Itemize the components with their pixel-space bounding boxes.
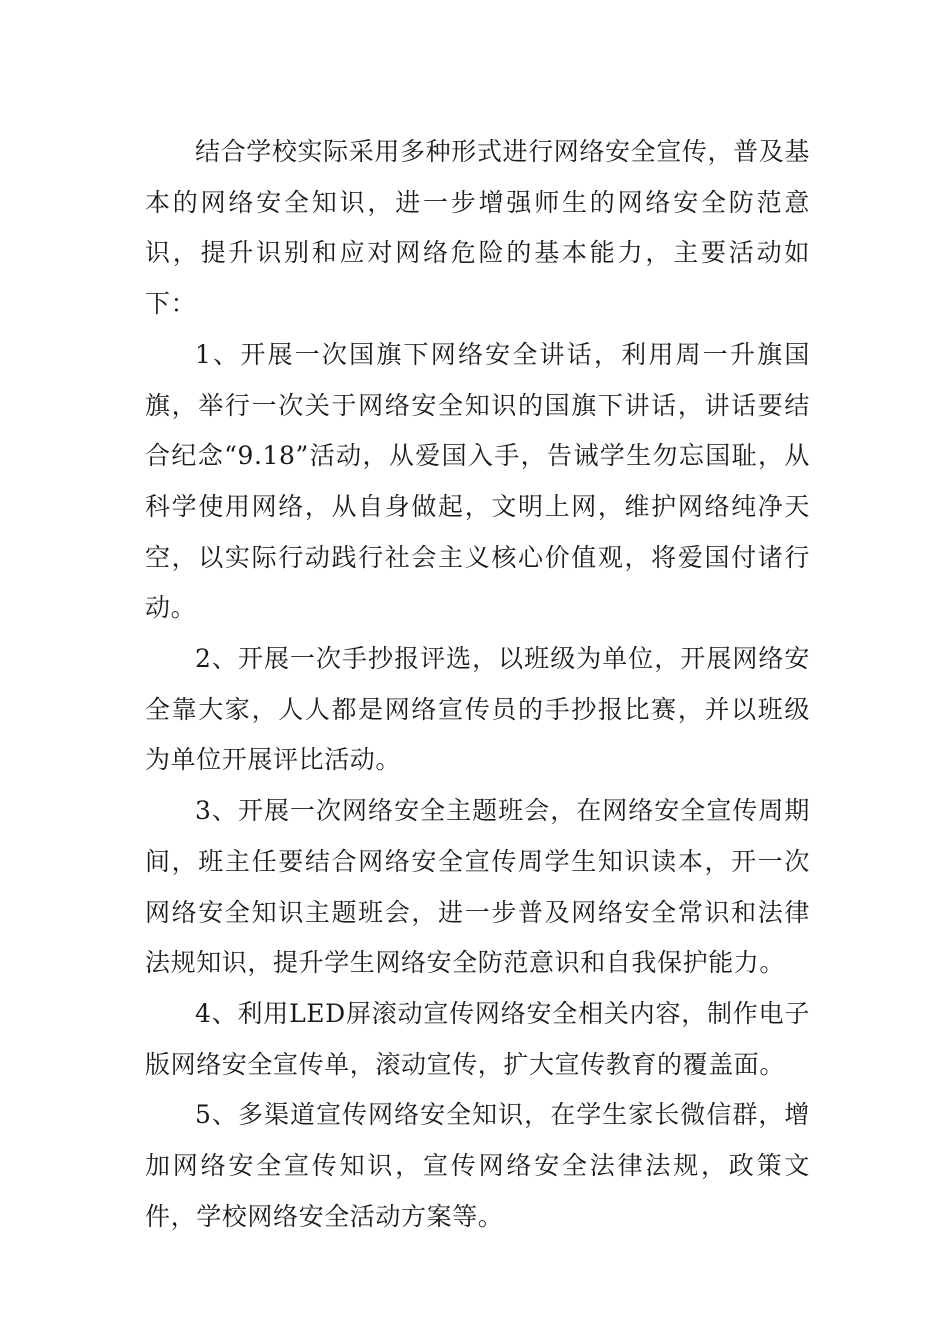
activity-paragraph-4: 4、利用LED屏滚动宣传网络安全相关内容，制作电子版网络安全宣传单，滚动宣传，扩大宣传教育的覆盖面。: [145, 998, 810, 1079]
activity-paragraph-1: 1、开展一次国旗下网络安全讲话，利用周一升旗国旗，举行一次关于网络安全知识的国旗下讲话，讲话要结合纪念“9.18”活动，从爱国入手，告诫学生勿忘国耻，从科学使用网络，从自身做起，文明上网，维护网络纯净天空，以实际行动践行社会主义核心价值观，将爱国付诸行动。: [145, 339, 810, 623]
intro-paragraph: 结合学校实际采用多种形式进行网络安全宣传，普及基本的网络安全知识，进一步增强师生的网络安全防范意识，提升识别和应对网络危险的基本能力，主要活动如下：: [145, 137, 810, 319]
activity-paragraph-3: 3、开展一次网络安全主题班会，在网络安全宣传周期间，班主任要结合网络安全宣传周学生知识读本，开一次网络安全知识主题班会，进一步普及网络安全常识和法律法规知识，提升学生网络安全防范意识和自我保护能力。: [145, 796, 810, 978]
document-body: [145, 127, 810, 1242]
activity-paragraph-2: 2、开展一次手抄报评选，以班级为单位，开展网络安全靠大家，人人都是网络宣传员的手抄报比赛，并以班级为单位开展评比活动。: [145, 644, 810, 775]
activity-paragraph-5: 5、多渠道宣传网络安全知识，在学生家长微信群，增加网络安全宣传知识，宣传网络安全法律法规，政策文件，学校网络安全活动方案等。: [145, 1100, 810, 1231]
